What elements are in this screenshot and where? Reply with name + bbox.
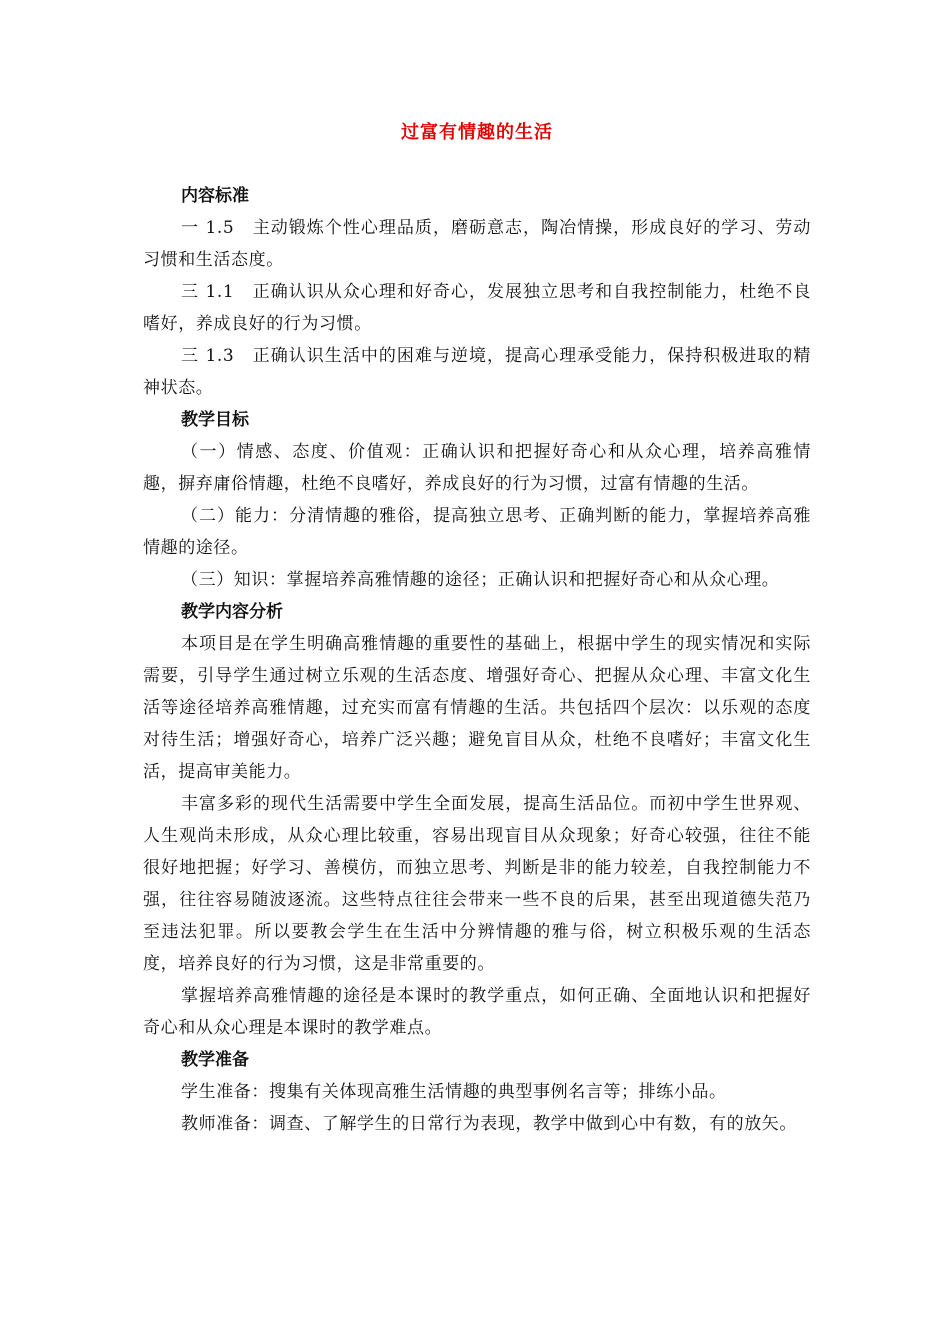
analysis-paragraph: 丰富多彩的现代生活需要中学生全面发展，提高生活品位。而初中学生世界观、人生观尚未形成，从众心理比较重，容易出现盲目从众现象；好奇心较强，往往不能很好地把握；好学习、善模仿，而独立思考、判断是非的能力较差，自我控制能力不强，往往容易随波逐流。这些特点往往会带来一些不良的后果，甚至出现道德失范乃至违法犯罪。所以要教会学生在生活中分辨情趣的雅与俗，树立积极乐观的生活态度，培养良好的行为习惯，这是非常重要的。	[143, 794, 811, 974]
standard-code: 三 1.1	[181, 282, 235, 302]
section-heading: 教学准备	[181, 1050, 249, 1070]
standard-code: 三 1.3	[181, 346, 235, 366]
standard-item	[143, 340, 811, 404]
section-heading: 内容标准	[181, 186, 249, 206]
standard-text: 正确认识生活中的困难与逆境，提高心理承受能力，保持积极进取的精神状态。	[143, 346, 811, 398]
analysis-paragraph: 本项目是在学生明确高雅情趣的重要性的基础上，根据中学生的现实情况和实际需要，引导学生通过树立乐观的生活态度、增强好奇心、把握从众心理、丰富文化生活等途径培养高雅情趣，过充实而富有情趣的生活。共包括四个层次：以乐观的态度对待生活；增强好奇心，培养广泛兴趣；避免盲目从众，杜绝不良嗜好；丰富文化生活，提高审美能力。	[143, 634, 811, 782]
section-heading: 教学内容分析	[181, 602, 283, 622]
section-content-standard	[143, 180, 811, 404]
goal-paragraph: （一）情感、态度、价值观：正确认识和把握好奇心和从众心理，培养高雅情趣，摒弃庸俗情趣，杜绝不良嗜好，养成良好的行为习惯，过富有情趣的生活。	[143, 442, 811, 494]
goal-paragraph: （二）能力：分清情趣的雅俗，提高独立思考、正确判断的能力，掌握培养高雅情趣的途径。	[143, 506, 811, 558]
standard-text: 正确认识从众心理和好奇心，发展独立思考和自我控制能力，杜绝不良嗜好，养成良好的行为习惯。	[143, 282, 811, 334]
section-teaching-goals	[143, 404, 811, 596]
document-page	[143, 116, 811, 1140]
section-heading: 教学目标	[181, 410, 249, 430]
preparation-paragraph: 教师准备：调查、了解学生的日常行为表现，教学中做到心中有数，有的放矢。	[181, 1114, 797, 1134]
analysis-paragraph: 掌握培养高雅情趣的途径是本课时的教学重点，如何正确、全面地认识和把握好奇心和从众心理是本课时的教学难点。	[143, 986, 811, 1038]
standard-item	[143, 276, 811, 340]
document-title: 过富有情趣的生活	[401, 122, 553, 143]
standard-item	[143, 212, 811, 276]
preparation-paragraph: 学生准备：搜集有关体现高雅生活情趣的典型事例名言等；排练小品。	[181, 1082, 727, 1102]
section-content-analysis	[143, 596, 811, 1044]
goal-paragraph: （三）知识：掌握培养高雅情趣的途径；正确认识和把握好奇心和从众心理。	[181, 570, 780, 590]
standard-text: 主动锻炼个性心理品质，磨砺意志，陶冶情操，形成良好的学习、劳动习惯和生活态度。	[143, 218, 811, 270]
section-teaching-preparation	[143, 1044, 811, 1140]
standard-code: 一 1.5	[181, 218, 235, 238]
